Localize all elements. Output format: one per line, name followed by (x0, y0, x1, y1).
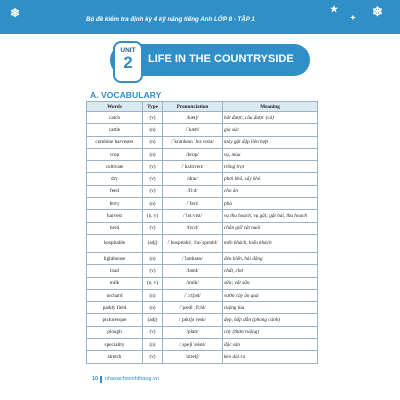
word-cell: speciality (87, 339, 143, 351)
type-cell: (n) (143, 148, 163, 160)
pronunciation-cell: /plaʊ/ (163, 326, 223, 338)
column-header: Words (87, 102, 143, 112)
star-icon: ✦ (350, 15, 356, 22)
word-cell: milk (87, 277, 143, 289)
meaning-cell: vụ, mùa (223, 148, 318, 160)
table-row (87, 161, 318, 173)
type-cell: (v) (143, 112, 163, 124)
pronunciation-cell: /ˌpɪktʃəˈresk/ (163, 314, 223, 326)
type-cell: (v) (143, 265, 163, 277)
pronunciation-cell: /stretʃ/ (163, 351, 223, 363)
table-row (87, 148, 318, 160)
page-number: 10 (92, 376, 99, 382)
snowflake-icon: ❄ (10, 6, 21, 20)
pronunciation-cell: /ˈferi/ (163, 198, 223, 210)
word-cell: orchard (87, 289, 143, 301)
type-cell: (n) (143, 302, 163, 314)
pronunciation-cell: /ˈɔːtʃəd/ (163, 289, 223, 301)
word-cell: combine harvester (87, 136, 143, 148)
type-cell: (adj) (143, 234, 163, 252)
word-cell: ferry (87, 198, 143, 210)
word-cell: load (87, 265, 143, 277)
meaning-cell: gia súc (223, 124, 318, 136)
pronunciation-cell: /ˈkʌltɪveɪt/ (163, 161, 223, 173)
footer-divider (100, 376, 102, 383)
table-row (87, 210, 318, 222)
table-row (87, 326, 318, 338)
type-cell: (n) (143, 289, 163, 301)
table-row (87, 314, 318, 326)
meaning-cell: sữa; vắt sữa (223, 277, 318, 289)
table-row (87, 222, 318, 234)
table-row (87, 351, 318, 363)
word-cell: hospitable (87, 234, 143, 252)
type-cell: (n, v) (143, 277, 163, 289)
word-cell: plough (87, 326, 143, 338)
meaning-cell: máy gặt đập liên hợp (223, 136, 318, 148)
unit-label: UNIT (120, 47, 136, 54)
meaning-cell: chất, chở (223, 265, 318, 277)
table-row (87, 198, 318, 210)
type-cell: (n, v) (143, 210, 163, 222)
table-row (87, 252, 318, 264)
pronunciation-cell: /ˈkætl/ (163, 124, 223, 136)
pronunciation-cell: /kætʃ/ (163, 112, 223, 124)
column-header: Pronunciation (163, 102, 223, 112)
pronunciation-cell: /krɒp/ (163, 148, 223, 160)
pronunciation-cell: /ˈhɒspɪtəbl/, /hɒˈspɪtəbl/ (163, 234, 223, 252)
meaning-cell: mến khách, hiếu khách (223, 234, 318, 252)
pronunciation-cell: /ˈkɒmbaɪn ˈhɑːvɪstə/ (163, 136, 223, 148)
banner-text: Bộ đề kiểm tra định kỳ 4 kỹ năng tiếng Anh LỚP 8 - TẬP 1 (86, 16, 255, 23)
type-cell: (v) (143, 161, 163, 173)
type-cell: (v) (143, 173, 163, 185)
table-row (87, 112, 318, 124)
type-cell: (n) (143, 136, 163, 148)
pronunciation-cell: /ˈhɑːvɪst/ (163, 210, 223, 222)
pronunciation-cell: /ˌspeʃiˈæləti/ (163, 339, 223, 351)
table-header-row (87, 102, 318, 112)
table-row (87, 136, 318, 148)
word-cell: picturesque (87, 314, 143, 326)
meaning-cell: đẹp, hấp dẫn (phong cảnh) (223, 314, 318, 326)
word-cell: cattle (87, 124, 143, 136)
meaning-cell: cho ăn (223, 185, 318, 197)
word-cell: cultivate (87, 161, 143, 173)
table-row (87, 124, 318, 136)
word-cell: herd (87, 222, 143, 234)
type-cell: (n) (143, 252, 163, 264)
unit-number: 2 (123, 53, 133, 72)
word-cell: dry (87, 173, 143, 185)
type-cell: (v) (143, 222, 163, 234)
table-row (87, 234, 318, 252)
table-row (87, 265, 318, 277)
type-cell: (v) (143, 351, 163, 363)
pronunciation-cell: /draɪ/ (163, 173, 223, 185)
meaning-cell: đặc sản (223, 339, 318, 351)
snowflake-icon: ❄ (372, 4, 383, 19)
column-header: Meaning (223, 102, 318, 112)
unit-title: LIFE IN THE COUNTRYSIDE (148, 53, 294, 65)
meaning-cell: ruộng lúa (223, 302, 318, 314)
unit-badge (113, 41, 143, 83)
meaning-cell: đèn biển, hải đăng (223, 252, 318, 264)
word-cell: paddy field (87, 302, 143, 314)
meaning-cell: chăn giữ vật nuôi (223, 222, 318, 234)
pronunciation-cell: /hɜːd/ (163, 222, 223, 234)
table-row (87, 339, 318, 351)
meaning-cell: kéo dài ra (223, 351, 318, 363)
table-row (87, 277, 318, 289)
meaning-cell: phơi khô, sấy khô (223, 173, 318, 185)
meaning-cell: vườn cây ăn quả (223, 289, 318, 301)
pronunciation-cell: /fiːd/ (163, 185, 223, 197)
type-cell: (v) (143, 326, 163, 338)
word-cell: harvest (87, 210, 143, 222)
column-header: Type (143, 102, 163, 112)
header-banner (0, 0, 400, 34)
table-row (87, 302, 318, 314)
table-row (87, 289, 318, 301)
footer-url: nhasachminhthang.vn (105, 376, 159, 382)
star-icon: ★ (330, 4, 339, 14)
pronunciation-cell: /ləʊd/ (163, 265, 223, 277)
type-cell: (v) (143, 185, 163, 197)
type-cell: (n) (143, 198, 163, 210)
pronunciation-cell: /ˈlaɪthaʊs/ (163, 252, 223, 264)
table-row (87, 173, 318, 185)
vocabulary-table (86, 101, 318, 364)
table-row (87, 185, 318, 197)
meaning-cell: vụ thu hoạch, vụ gặt; gặt hái, thu hoạch (223, 210, 318, 222)
type-cell: (adj) (143, 314, 163, 326)
word-cell: crop (87, 148, 143, 160)
pronunciation-cell: /ˈpædi ˌfiːld/ (163, 302, 223, 314)
meaning-cell: trồng trọt (223, 161, 318, 173)
word-cell: lighthouse (87, 252, 143, 264)
meaning-cell: bắt được, cầu được (cá) (223, 112, 318, 124)
section-heading: A. VOCABULARY (90, 90, 162, 100)
word-cell: catch (87, 112, 143, 124)
meaning-cell: phà (223, 198, 318, 210)
pronunciation-cell: /mɪlk/ (163, 277, 223, 289)
word-cell: stretch (87, 351, 143, 363)
meaning-cell: cày (thửa ruộng) (223, 326, 318, 338)
word-cell: feed (87, 185, 143, 197)
type-cell: (n) (143, 339, 163, 351)
type-cell: (n) (143, 124, 163, 136)
